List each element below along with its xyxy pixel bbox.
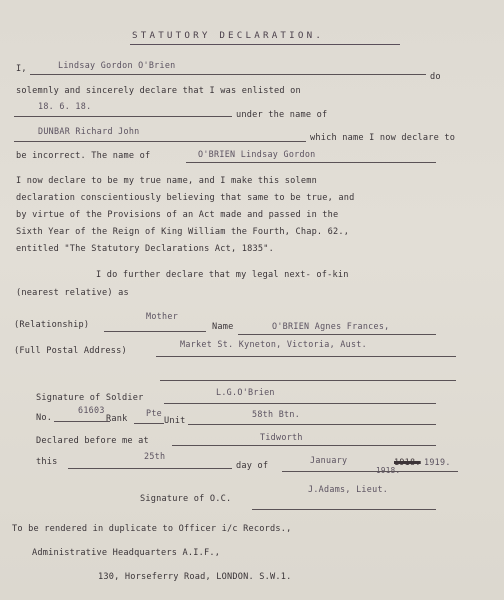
i-label: I,: [16, 64, 27, 74]
this-label: this: [36, 457, 58, 467]
enlist-date-line: [14, 116, 232, 117]
relationship-line: [104, 331, 206, 332]
soldier-signature: L.G.O'Brien: [216, 387, 275, 397]
number-label: No.: [36, 413, 53, 423]
oc-signature: J.Adams, Lieut.: [308, 484, 389, 494]
overwritten-year: 1918.: [376, 466, 401, 475]
body-line-3: by virtue of the Provisions of an Act made and passed in the: [16, 210, 339, 220]
title-underline: [130, 44, 400, 45]
soldier-number: 61603: [78, 405, 105, 415]
rank-value: Pte: [146, 408, 163, 418]
footer-line-3: 130, Horseferry Road, LONDON. S.W.1.: [98, 572, 292, 582]
true-name: O'BRIEN Lindsay Gordon: [198, 149, 316, 159]
name-label: Name: [212, 322, 234, 332]
do-label: do: [430, 72, 441, 82]
footer-line-2: Administrative Headquarters A.I.F.,: [32, 548, 221, 558]
soldier-signature-line: [164, 403, 436, 404]
address-line-2: [160, 380, 456, 381]
footer-line-1: To be rendered in duplicate to Officer i/c Records.,: [12, 524, 292, 534]
address-value: Market St. Kyneton, Victoria, Aust.: [180, 339, 367, 349]
body-line-5: entitled "The Statutory Declarations Act, 1835".: [16, 244, 274, 254]
next-of-kin-name-line: [238, 334, 436, 335]
former-name: DUNBAR Richard John: [38, 126, 140, 136]
oc-signature-line: [252, 509, 436, 510]
declared-day: 25th: [144, 451, 166, 461]
relationship-label: (Relationship): [14, 320, 90, 330]
relationship-value: Mother: [146, 311, 179, 321]
former-name-line: [14, 141, 306, 142]
under-name-label: under the name of: [236, 110, 328, 120]
declarant-name-line: [30, 74, 426, 75]
declared-before-label: Declared before me at: [36, 436, 149, 446]
enlist-date: 18. 6. 18.: [38, 101, 92, 111]
rank-label: Rank: [106, 414, 128, 424]
which-name-text: which name I now declare to: [310, 133, 456, 143]
day-of-label: day of: [236, 461, 269, 471]
declared-day-line: [68, 468, 232, 469]
body-line-4: Sixth Year of the Reign of King William the Fourth, Chap. 62.,: [16, 227, 350, 237]
declare-line: solemnly and sincerely declare that I was enlisted on: [16, 86, 301, 96]
address-line-1: [156, 356, 456, 357]
soldier-signature-label: Signature of Soldier: [36, 393, 144, 403]
further-declare: I do further declare that my legal next- of-kin: [96, 270, 349, 280]
declarant-name: Lindsay Gordon O'Brien: [58, 60, 176, 70]
declared-year-line: [282, 471, 458, 472]
declared-place: Tidworth: [260, 432, 303, 442]
unit-label: Unit: [164, 416, 186, 426]
declared-month: January: [310, 455, 348, 465]
struck-out-year: 1918.: [394, 457, 421, 467]
body-line-1: I now declare to be my true name, and I make this solemn: [16, 176, 317, 186]
declared-place-line: [172, 445, 436, 446]
incorrect-label: be incorrect. The name of: [16, 151, 151, 161]
declared-year: 1919.: [424, 457, 451, 467]
next-of-kin-name: O'BRIEN Agnes Frances,: [272, 321, 390, 331]
unit-value: 58th Btn.: [252, 409, 301, 419]
true-name-line: [186, 162, 436, 163]
nearest-relative-label: (nearest relative) as: [16, 288, 129, 298]
number-line: [54, 421, 110, 422]
address-label: (Full Postal Address): [14, 346, 127, 356]
rank-line: [134, 423, 164, 424]
unit-line: [188, 424, 436, 425]
body-line-2: declaration conscientiously believing that same to be true, and: [16, 193, 355, 203]
document-title: STATUTORY DECLARATION.: [132, 30, 325, 41]
oc-signature-label: Signature of O.C.: [140, 494, 232, 504]
